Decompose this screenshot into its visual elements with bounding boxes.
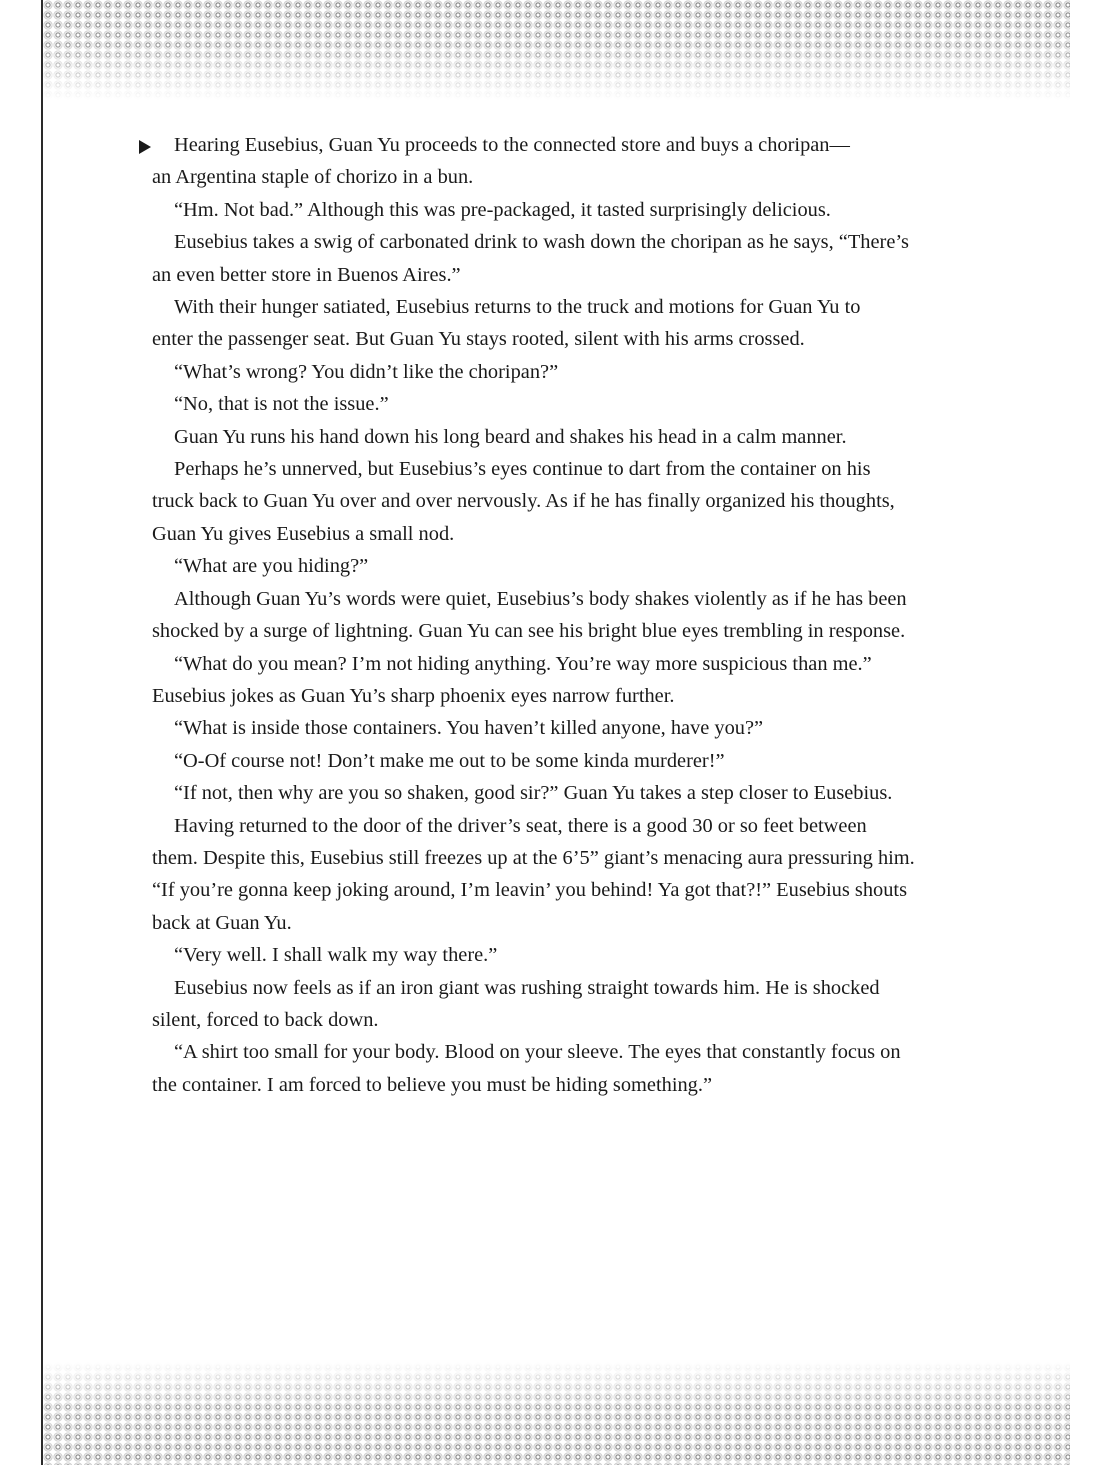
text-line: the container. I am forced to believe you must be hiding something.” <box>152 1073 713 1096</box>
text-line: “What’s wrong? You didn’t like the choripan?” <box>174 360 559 383</box>
text-line: an Argentina staple of chorizo in a bun. <box>152 166 474 189</box>
paragraph <box>152 550 982 582</box>
text-line: “What do you mean? I’m not hiding anything. You’re way more suspicious than me.” <box>174 652 872 675</box>
text-line: “O-Of course not! Don’t make me out to be some kinda murderer!” <box>174 749 725 772</box>
text-line: enter the passenger seat. But Guan Yu stays rooted, silent with his arms crossed. <box>152 328 805 351</box>
triangle-bullet-icon <box>139 140 151 154</box>
header-pattern <box>43 0 1070 100</box>
text-line: “Hm. Not bad.” Although this was pre-packaged, it tasted surprisingly delicious. <box>174 198 831 221</box>
paragraph <box>152 356 982 388</box>
text-line: Perhaps he’s unnerved, but Eusebius’s eyes continue to dart from the container on his <box>174 458 871 481</box>
paragraph <box>152 129 982 194</box>
paragraph <box>152 648 982 713</box>
text-line: “If you’re gonna keep joking around, I’m leavin’ you behind! Ya got that?!” Eusebius shouts <box>152 879 908 902</box>
paragraph <box>152 388 982 420</box>
footer-pattern <box>43 1362 1070 1465</box>
text-line: them. Despite this, Eusebius still freezes up at the 6’5” giant’s menacing aura pressuring him. <box>152 846 915 869</box>
page-left-rule <box>41 0 43 1465</box>
text-line: “A shirt too small for your body. Blood on your sleeve. The eyes that constantly focus on <box>174 1041 901 1064</box>
text-line: Eusebius takes a swig of carbonated drink to wash down the choripan as he says, “There’s <box>174 231 909 254</box>
text-line: Although Guan Yu’s words were quiet, Eusebius’s body shakes violently as if he has been <box>174 587 907 610</box>
text-line: silent, forced to back down. <box>152 1008 379 1031</box>
text-line: Eusebius jokes as Guan Yu’s sharp phoenix eyes narrow further. <box>152 684 675 707</box>
paragraph <box>152 453 982 550</box>
text-line: Guan Yu gives Eusebius a small nod. <box>152 522 455 545</box>
text-line: an even better store in Buenos Aires.” <box>152 263 461 286</box>
text-line: “What is inside those containers. You haven’t killed anyone, have you?” <box>174 717 764 740</box>
text-line: Hearing Eusebius, Guan Yu proceeds to the connected store and buys a choripan— <box>174 134 850 156</box>
paragraph <box>152 194 982 226</box>
paragraph <box>152 291 982 356</box>
paragraph <box>152 745 982 777</box>
text-line: Guan Yu runs his hand down his long beard and shakes his head in a calm manner. <box>174 425 847 448</box>
text-line: With their hunger satiated, Eusebius returns to the truck and motions for Guan Yu to <box>174 296 861 319</box>
paragraph <box>152 712 982 744</box>
text-line: “Very well. I shall walk my way there.” <box>174 944 498 967</box>
paragraph <box>152 810 982 940</box>
paragraph <box>152 421 982 453</box>
text-line: “What are you hiding?” <box>174 555 369 578</box>
paragraph <box>152 939 982 971</box>
paragraph <box>152 1036 982 1101</box>
text-line: Having returned to the door of the driver’s seat, there is a good 30 or so feet between <box>174 814 867 837</box>
body-text <box>152 129 982 1101</box>
paragraph <box>152 777 982 809</box>
text-line: back at Guan Yu. <box>152 911 292 934</box>
paragraph <box>152 972 982 1037</box>
text-line: “No, that is not the issue.” <box>174 393 389 416</box>
paragraph <box>152 583 982 648</box>
text-line: “If not, then why are you so shaken, good sir?” Guan Yu takes a step closer to Eusebius. <box>174 782 893 805</box>
text-line: Eusebius now feels as if an iron giant was rushing straight towards him. He is shocked <box>174 976 880 999</box>
text-line: shocked by a surge of lightning. Guan Yu can see his bright blue eyes trembling in response. <box>152 620 906 643</box>
paragraph <box>152 226 982 291</box>
text-line: truck back to Guan Yu over and over nervously. As if he has finally organized his thoughts, <box>152 490 895 513</box>
